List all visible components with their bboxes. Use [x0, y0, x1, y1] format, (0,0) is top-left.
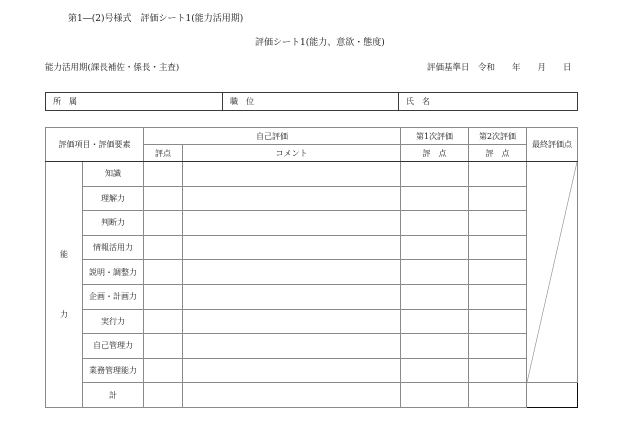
factor-label: 実行力 — [83, 309, 144, 334]
comment-cell — [183, 358, 401, 383]
form-number: 第1―(2)号様式 評価シート1(能力活用期) — [68, 14, 244, 24]
header-second-score: 評 点 — [469, 145, 527, 162]
header-first-eval: 第1次評価 — [401, 128, 469, 145]
header-self-eval: 自己評価 — [144, 128, 401, 145]
self-score-cell — [144, 309, 183, 334]
header-final-score: 最終評価点 — [527, 128, 578, 162]
sheet-title: 評価シート1(能力、意欲・態度) — [255, 38, 385, 48]
info-row — [46, 93, 578, 111]
final-score-total-cell — [527, 383, 578, 408]
total-row — [46, 383, 578, 408]
second-score-cell — [469, 211, 527, 236]
comment-cell — [183, 186, 401, 211]
second-score-cell — [469, 358, 527, 383]
first-score-cell — [401, 162, 469, 187]
name-cell: 氏 名 — [399, 93, 578, 111]
category-vertical-label: 能 力 — [46, 162, 83, 408]
self-score-cell — [144, 260, 183, 285]
eval-row — [46, 358, 578, 383]
second-score-cell — [469, 309, 527, 334]
factor-label: 説明・調整力 — [83, 260, 144, 285]
first-score-cell — [401, 358, 469, 383]
first-score-cell — [401, 186, 469, 211]
eval-row — [46, 284, 578, 309]
eval-row — [46, 309, 578, 334]
comment-cell — [183, 284, 401, 309]
eval-row — [46, 162, 578, 187]
first-score-cell — [401, 235, 469, 260]
comment-total-cell — [183, 383, 401, 408]
first-score-cell — [401, 334, 469, 359]
position-cell: 職 位 — [223, 93, 399, 111]
base-date-label: 評価基準日 令和 年 月 日 — [427, 63, 572, 73]
self-score-cell — [144, 358, 183, 383]
diagonal-line — [527, 162, 577, 382]
second-score-cell — [469, 186, 527, 211]
second-score-cell — [469, 334, 527, 359]
eval-row — [46, 260, 578, 285]
evaluation-table — [45, 127, 578, 408]
factor-label: 情報活用力 — [83, 235, 144, 260]
first-score-cell — [401, 260, 469, 285]
factor-label: 企画・計画力 — [83, 284, 144, 309]
comment-cell — [183, 211, 401, 236]
final-score-merged-cell — [527, 162, 578, 383]
first-score-cell — [401, 284, 469, 309]
first-score-total-cell — [401, 383, 469, 408]
comment-cell — [183, 162, 401, 187]
eval-row — [46, 334, 578, 359]
self-score-cell — [144, 235, 183, 260]
self-score-cell — [144, 162, 183, 187]
self-score-total-cell — [144, 383, 183, 408]
factor-label: 知識 — [83, 162, 144, 187]
first-score-cell — [401, 309, 469, 334]
self-score-cell — [144, 186, 183, 211]
total-label: 計 — [83, 383, 144, 408]
header-score: 評点 — [144, 145, 183, 162]
self-score-cell — [144, 284, 183, 309]
header-item-factor: 評価項目・評価要素 — [46, 128, 144, 162]
comment-cell — [183, 260, 401, 285]
header-second-eval: 第2次評価 — [469, 128, 527, 145]
period-label: 能力活用期(課長補佐・係長・主査) — [45, 63, 180, 73]
self-score-cell — [144, 211, 183, 236]
header-row-1 — [46, 128, 578, 145]
second-score-cell — [469, 260, 527, 285]
factor-label: 業務管理能力 — [83, 358, 144, 383]
eval-row — [46, 235, 578, 260]
comment-cell — [183, 309, 401, 334]
info-table — [45, 92, 578, 111]
eval-row — [46, 186, 578, 211]
second-score-cell — [469, 162, 527, 187]
factor-label: 判断力 — [83, 211, 144, 236]
second-score-total-cell — [469, 383, 527, 408]
department-cell: 所 属 — [46, 93, 223, 111]
header-first-score: 評 点 — [401, 145, 469, 162]
second-score-cell — [469, 284, 527, 309]
self-score-cell — [144, 334, 183, 359]
comment-cell — [183, 334, 401, 359]
header-comment: コメント — [183, 145, 401, 162]
factor-label: 自己管理力 — [83, 334, 144, 359]
eval-row — [46, 211, 578, 236]
second-score-cell — [469, 235, 527, 260]
factor-label: 理解力 — [83, 186, 144, 211]
comment-cell — [183, 235, 401, 260]
first-score-cell — [401, 211, 469, 236]
